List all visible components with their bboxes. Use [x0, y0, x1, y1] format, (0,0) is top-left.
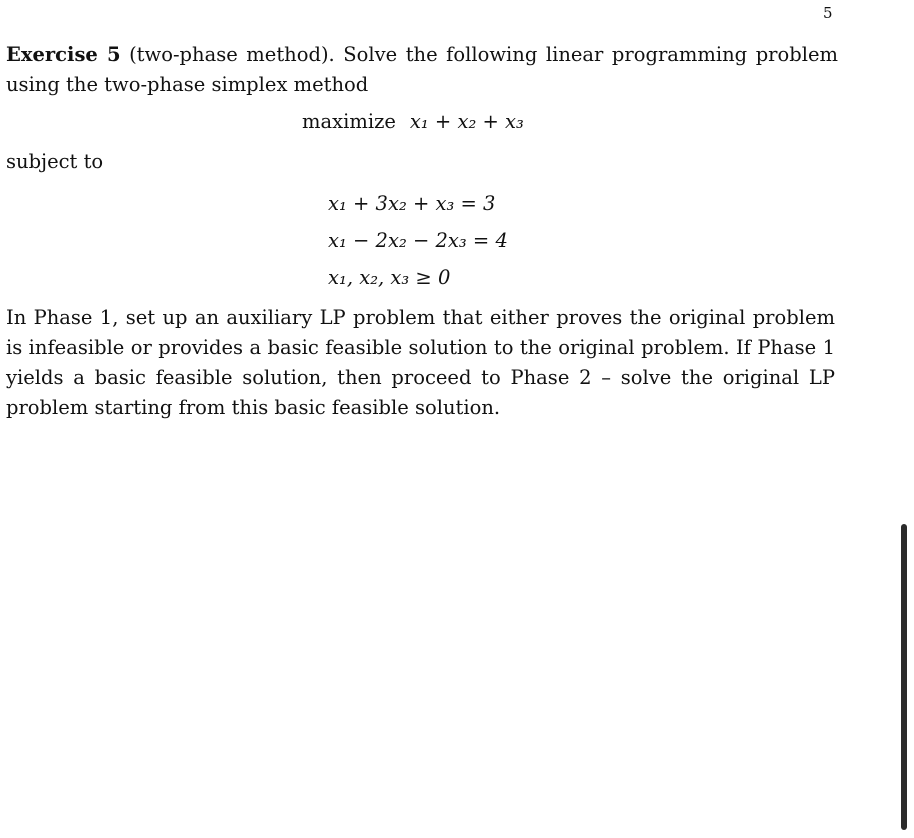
exercise-heading: Exercise 5	[6, 43, 121, 66]
vertical-scrollbar[interactable]	[901, 524, 907, 830]
phase-instructions: In Phase 1, set up an auxiliary LP problem that either proves the original problem is infeasible or provides a basic feasible solution to the original problem. If Phase 1 yields a basic feasible solution, then proceed to Phase 2 – solve the original LP problem starting from this basic feasible solution.	[6, 306, 835, 419]
exercise-statement	[6, 40, 838, 100]
page-number: 5	[823, 4, 833, 22]
objective-keyword: maximize	[302, 110, 396, 133]
objective-function	[302, 110, 524, 133]
subject-to-label: subject to	[6, 150, 104, 173]
nonnegativity-constraint: x₁, x₂, x₃ ≥ 0	[328, 266, 451, 289]
objective-expression: x₁ + x₂ + x₃	[409, 110, 524, 133]
constraint-2: x₁ − 2x₂ − 2x₃ = 4	[328, 229, 508, 252]
constraint-1: x₁ + 3x₂ + x₃ = 3	[328, 192, 496, 215]
exercise-intro: (two-phase method). Solve the following linear programming problem using the two-phase simplex method	[6, 43, 838, 96]
